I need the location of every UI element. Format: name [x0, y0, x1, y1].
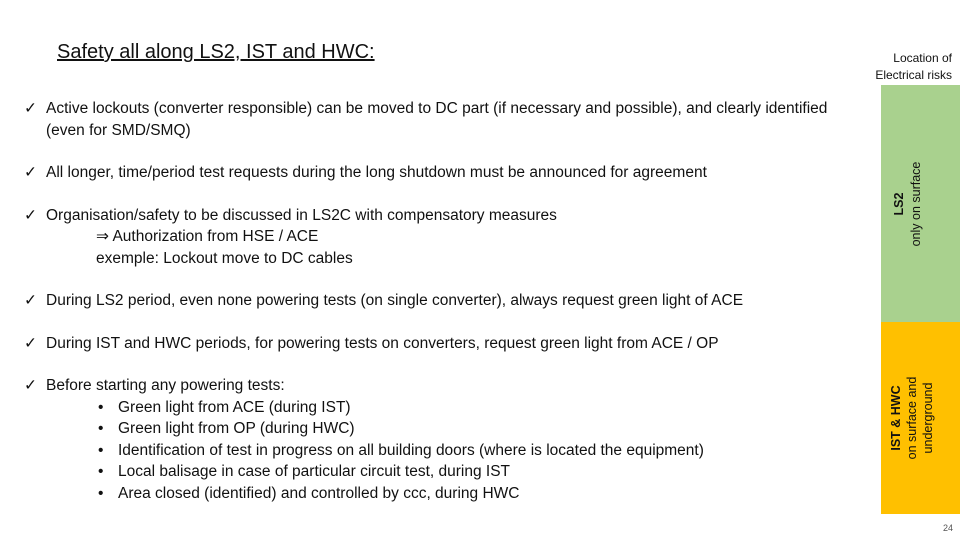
page-number: 24 — [942, 523, 953, 533]
ist-hwc-risk-label — [888, 328, 954, 508]
bullet-dot-icon: • — [98, 463, 104, 480]
implies-arrow-icon: ⇒ — [96, 228, 109, 245]
bullet-text: Before starting any powering tests: — [46, 377, 285, 394]
ls2-risk-label — [891, 94, 951, 314]
check-icon: ✓ — [24, 377, 37, 394]
slide-title: Safety all along LS2, IST and HWC: — [57, 41, 375, 63]
check-icon: ✓ — [24, 334, 37, 352]
sub-item-authorization — [46, 226, 864, 248]
bullet-organisation-safety — [24, 205, 864, 270]
ls2-risk-panel — [881, 85, 960, 322]
list-item-text: Green light from ACE (during IST) — [118, 398, 351, 416]
sub-item-example: exemple: Lockout move to DC cables — [96, 249, 353, 267]
bullet-longer-tests — [24, 162, 864, 184]
check-icon: ✓ — [24, 100, 37, 117]
bullet-dot-icon: • — [98, 441, 104, 459]
bullet-text: During IST and HWC periods, for powering tests on converters, request green light from ACE / OP — [46, 334, 719, 352]
bullet-text: Organisation/safety to be discussed in LS2C with compensatory measures — [46, 206, 557, 224]
bullet-text: Active lockouts (converter responsible) can be moved to DC part (if necessary and possible), and clearly identified (even for SMD/SMQ) — [46, 100, 828, 139]
bullet-ist-hwc-periods — [24, 333, 864, 355]
check-icon: ✓ — [24, 164, 37, 181]
ls2-risk-subtitle: only on surface — [908, 161, 923, 246]
ls2-risk-title: LS2 — [891, 192, 906, 215]
bullet-dot-icon: • — [98, 420, 104, 437]
check-icon: ✓ — [24, 206, 37, 224]
ist-hwc-risk-panel — [881, 322, 960, 514]
list-item-text: Identification of test in progress on all building doors (where is located the equipment) — [118, 441, 704, 459]
list-item — [46, 440, 864, 462]
ist-hwc-risk-subtitle-line2: underground — [920, 382, 935, 454]
list-item — [46, 483, 864, 505]
bullet-text: All longer, time/period test requests during the long shutdown must be announced for agreement — [46, 164, 707, 181]
list-item — [46, 397, 864, 419]
location-header-line1: Location of — [893, 51, 952, 65]
sub-item-text: Authorization from HSE / ACE — [112, 228, 319, 245]
list-item — [46, 461, 864, 483]
check-icon: ✓ — [24, 292, 37, 309]
bullet-before-powering-tests — [24, 375, 864, 504]
bullet-active-lockouts — [24, 98, 864, 141]
bullet-dot-icon: • — [98, 484, 104, 502]
ist-hwc-risk-subtitle-line1: on surface and — [904, 376, 919, 460]
bullet-dot-icon: • — [98, 398, 104, 416]
location-header-line2: Electrical risks — [875, 68, 952, 82]
ist-hwc-risk-title: IST & HWC — [888, 385, 903, 451]
bullet-text: During LS2 period, even none powering tests (on single converter), always request green light of ACE — [46, 292, 744, 309]
bullet-list — [24, 98, 864, 504]
list-item-text: Area closed (identified) and controlled by ccc, during HWC — [118, 484, 520, 502]
bullet-ls2-period — [24, 290, 864, 312]
list-item-text: Green light from OP (during HWC) — [118, 420, 355, 437]
list-item — [46, 418, 864, 440]
location-header — [832, 50, 952, 84]
list-item-text: Local balisage in case of particular circuit test, during IST — [118, 463, 510, 480]
